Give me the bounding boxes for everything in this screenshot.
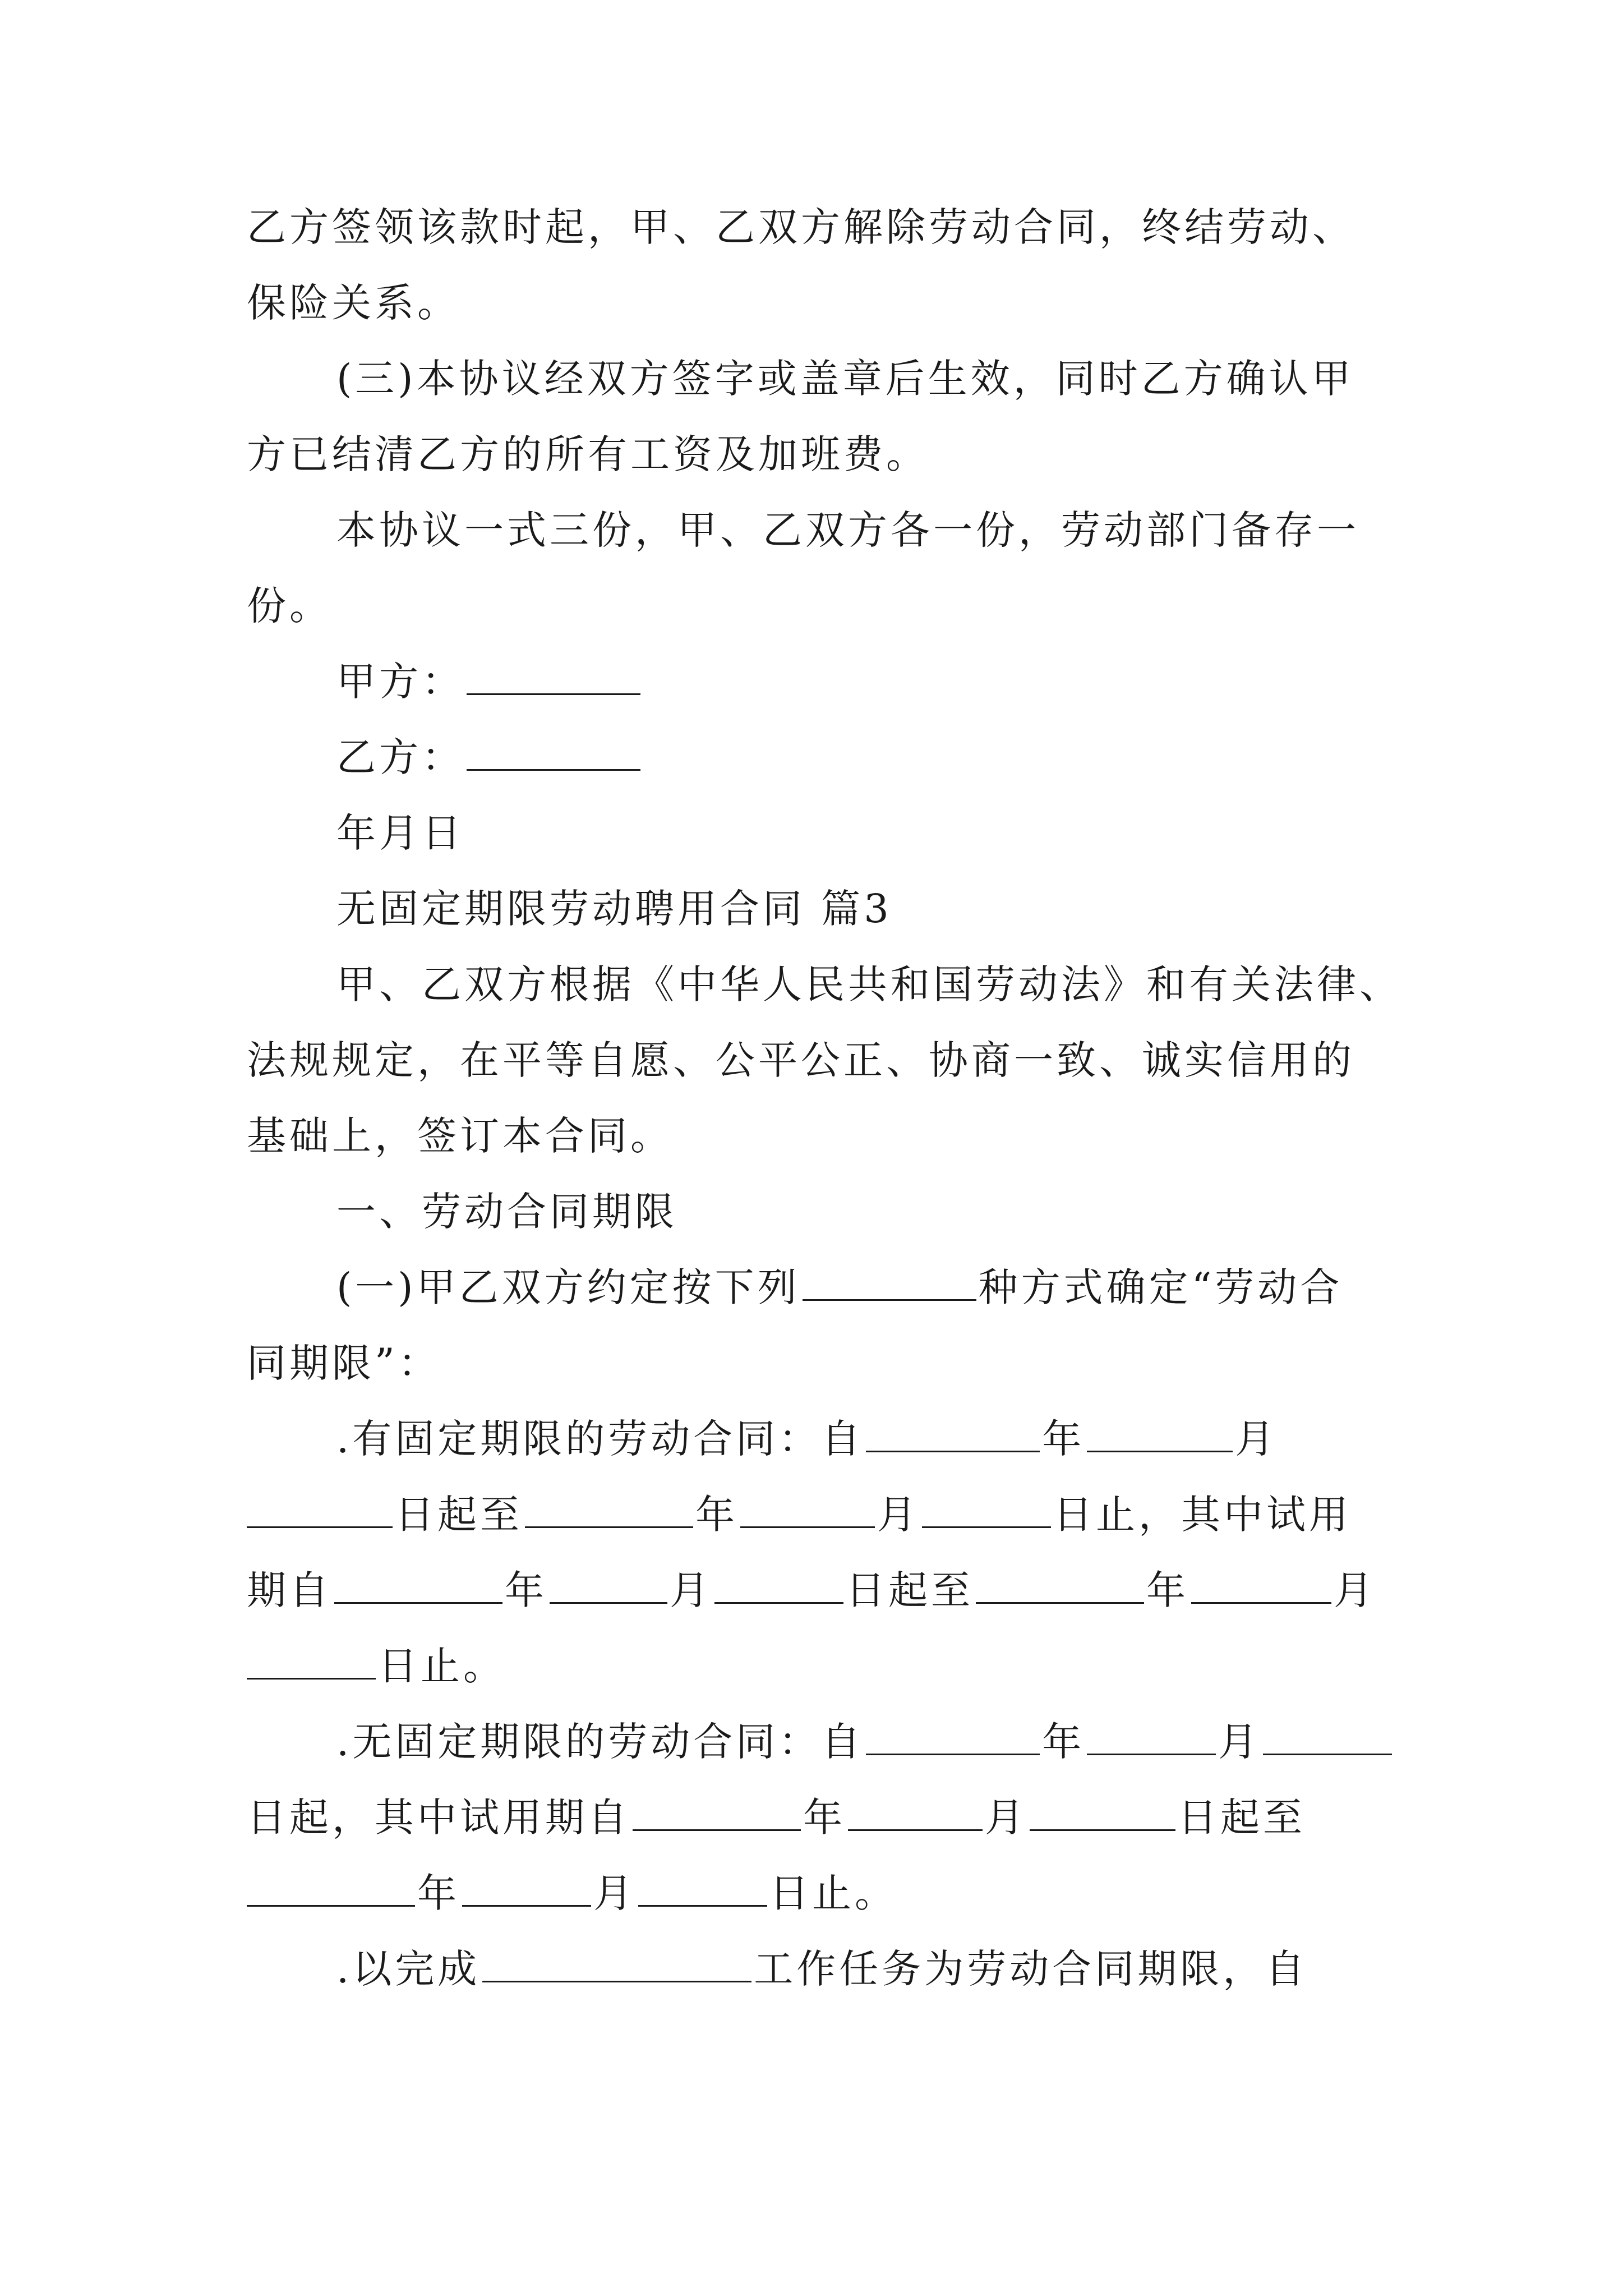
year-label: 年 (695, 1492, 738, 1538)
month-blank[interactable] (1087, 1416, 1233, 1452)
clause-text: 期自 (247, 1567, 332, 1613)
paragraph-line: 基础上，签订本合同。 (247, 1113, 673, 1159)
year-label: 年 (1042, 1416, 1085, 1462)
month-blank[interactable] (848, 1795, 983, 1831)
day-blank[interactable] (638, 1870, 767, 1907)
paragraph-line (336, 1941, 1308, 1997)
month-blank[interactable] (1087, 1719, 1216, 1755)
paragraph-line: 同期限”： (247, 1340, 441, 1386)
paragraph-line: 保险关系。 (247, 280, 460, 326)
year-label: 年 (417, 1870, 460, 1916)
paragraph-line: 份。 (247, 583, 332, 629)
paragraph-line: 方已结清乙方的所有工资及加班费。 (247, 431, 929, 477)
day-blank[interactable] (714, 1567, 843, 1604)
paragraph-line (336, 1714, 1394, 1770)
section-heading: 一、劳动合同期限 (336, 1189, 677, 1235)
party-b-label: 乙方： (336, 734, 464, 780)
paragraph-line: 法规规定，在平等自愿、公平公正、协商一致、诚实信用的 (247, 1037, 1355, 1083)
month-label: 月 (593, 1870, 636, 1916)
month-label: 月 (1334, 1567, 1376, 1613)
day-blank[interactable] (922, 1492, 1051, 1528)
year-label: 年 (1042, 1719, 1085, 1765)
day-blank[interactable] (1263, 1719, 1392, 1755)
party-a-blank[interactable] (467, 659, 640, 695)
clause-text: 日止，其中试用 (1053, 1492, 1352, 1538)
paragraph-line (247, 1638, 506, 1694)
clause-text: 日止。 (769, 1870, 897, 1916)
clause-text: 日起，其中试用期自 (247, 1795, 630, 1841)
clause-text: .以完成 (336, 1946, 481, 1992)
clause-text: (一)甲乙双方约定按下列 (336, 1264, 800, 1310)
party-a-label: 甲方： (336, 659, 464, 705)
clause-text: .有固定期限的劳动合同：自 (336, 1416, 864, 1462)
clause-text: 日起至 (846, 1567, 974, 1613)
year-blank[interactable] (633, 1795, 801, 1831)
clause-text: 日起至 (1178, 1795, 1306, 1841)
method-blank[interactable] (803, 1264, 976, 1301)
year-label: 年 (505, 1567, 547, 1613)
date-line: 年月日 (336, 810, 464, 856)
paragraph-line (336, 1411, 1278, 1467)
clause-text: 日止。 (378, 1643, 506, 1689)
paragraph-line (247, 1487, 1352, 1543)
month-blank[interactable] (1191, 1567, 1331, 1604)
paragraph-line (247, 1789, 1306, 1846)
paragraph-line: 甲、乙双方根据《中华人民共和国劳动法》和有关法律、 (336, 961, 1402, 1007)
month-label: 月 (985, 1795, 1027, 1841)
month-label: 月 (670, 1567, 712, 1613)
year-blank[interactable] (525, 1492, 693, 1528)
section-title: 无固定期限劳动聘用合同 篇3 (336, 886, 892, 932)
year-blank[interactable] (334, 1567, 502, 1604)
paragraph-line (247, 1562, 1376, 1618)
paragraph-line (247, 1865, 897, 1921)
month-blank[interactable] (740, 1492, 875, 1528)
year-blank[interactable] (247, 1870, 415, 1907)
paragraph-line: 乙方签领该款时起，甲、乙双方解除劳动合同，终结劳动、 (247, 204, 1355, 250)
month-label: 月 (1235, 1416, 1278, 1462)
month-label: 月 (1218, 1719, 1261, 1765)
clause-text: .无固定期限的劳动合同：自 (336, 1719, 864, 1765)
paragraph-line: (三)本协议经双方签字或盖章后生效，同时乙方确认甲 (336, 356, 1354, 402)
paragraph-line (336, 1259, 1343, 1315)
clause-text: 日起至 (395, 1492, 523, 1538)
year-label: 年 (1146, 1567, 1189, 1613)
party-b-blank[interactable] (467, 734, 640, 771)
year-blank[interactable] (866, 1416, 1040, 1452)
day-blank[interactable] (247, 1492, 393, 1528)
day-blank[interactable] (1030, 1795, 1175, 1831)
month-blank[interactable] (550, 1567, 667, 1604)
party-b-signature-line (336, 729, 643, 785)
clause-text: 种方式确定“劳动合 (978, 1264, 1343, 1310)
clause-text: 工作任务为劳动合同期限，自 (754, 1946, 1308, 1992)
paragraph-line: 本协议一式三份，甲、乙双方各一份，劳动部门备存一 (336, 507, 1359, 553)
task-blank[interactable] (482, 1946, 751, 1982)
party-a-signature-line (336, 654, 643, 710)
day-blank[interactable] (247, 1643, 376, 1680)
month-blank[interactable] (462, 1870, 591, 1907)
year-label: 年 (803, 1795, 846, 1841)
month-label: 月 (877, 1492, 920, 1538)
year-blank[interactable] (866, 1719, 1040, 1755)
year-blank[interactable] (976, 1567, 1144, 1604)
